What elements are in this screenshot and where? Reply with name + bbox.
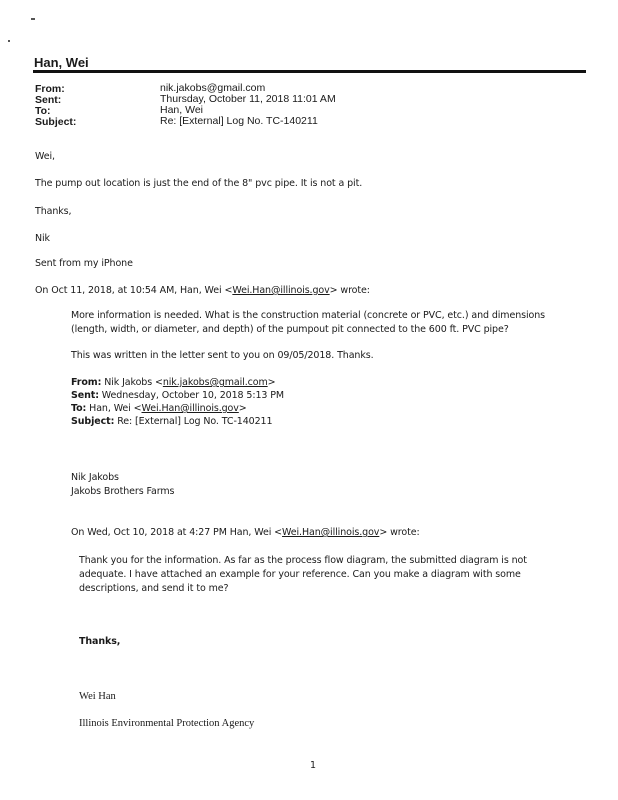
email-link[interactable]: Wei.Han@illinois.gov xyxy=(232,285,330,296)
mailbox-owner-name: Han, Wei xyxy=(34,55,89,70)
sent-label: Sent: xyxy=(35,94,62,106)
from-value: nik.jakobs@gmail.com xyxy=(160,82,266,94)
signature-name: Nik Jakobs xyxy=(71,472,119,483)
forward-from: From: Nik Jakobs <nik.jakobs@gmail.com> xyxy=(71,377,276,388)
to-value: Han, Wei xyxy=(160,104,203,116)
greeting: Wei, xyxy=(35,151,55,162)
nested-intro: On Wed, Oct 10, 2018 at 4:27 PM Han, Wei <Wei.Han@illinois.gov> wrote: xyxy=(71,527,420,538)
forward-sent: Sent: Wednesday, October 10, 2018 5:13 PM xyxy=(71,390,284,401)
nested-signature: Wei Han xyxy=(79,691,116,702)
signature-company: Jakobs Brothers Farms xyxy=(71,486,175,497)
from-label: From: xyxy=(35,83,65,95)
nested-thanks: Thanks, xyxy=(79,636,121,647)
quote-line: (length, width, or diameter, and depth) of the pumpout pit connected to the 600 ft. PVC pipe? xyxy=(71,324,509,335)
email-link[interactable]: Wei.Han@illinois.gov xyxy=(282,527,380,538)
nested-line: descriptions, and send it to me? xyxy=(79,583,229,594)
forward-subject: Subject: Re: [External] Log No. TC-140211 xyxy=(71,416,273,427)
page-number: 1 xyxy=(310,760,316,771)
header-rule xyxy=(33,70,586,73)
quote-line: More information is needed. What is the construction material (concrete or PVC, etc.) and dimensions xyxy=(71,310,545,321)
nested-line: adequate. I have attached an example for your reference. Can you make a diagram with some xyxy=(79,569,521,580)
scan-speck xyxy=(31,18,35,20)
subject-value: Re: [External] Log No. TC-140211 xyxy=(160,115,318,127)
message-thanks: Thanks, xyxy=(35,206,72,217)
sent-value: Thursday, October 11, 2018 11:01 AM xyxy=(160,93,336,105)
agency-name: Illinois Environmental Protection Agency xyxy=(79,718,255,729)
nested-line: Thank you for the information. As far as the process flow diagram, the submitted diagram is not xyxy=(79,555,527,566)
forward-to: To: Han, Wei <Wei.Han@illinois.gov> xyxy=(71,403,247,414)
email-link[interactable]: nik.jakobs@gmail.com xyxy=(162,377,268,388)
message-signature: Nik xyxy=(35,233,50,244)
scan-speck xyxy=(8,40,10,42)
quote-intro: On Oct 11, 2018, at 10:54 AM, Han, Wei <Wei.Han@illinois.gov> wrote: xyxy=(35,285,370,296)
message-body: The pump out location is just the end of the 8" pvc pipe. It is not a pit. xyxy=(35,178,363,189)
to-label: To: xyxy=(35,105,51,117)
subject-label: Subject: xyxy=(35,116,77,128)
sent-from-line: Sent from my iPhone xyxy=(35,258,133,269)
email-link[interactable]: Wei.Han@illinois.gov xyxy=(141,403,239,414)
quote-line: This was written in the letter sent to you on 09/05/2018. Thanks. xyxy=(71,350,374,361)
